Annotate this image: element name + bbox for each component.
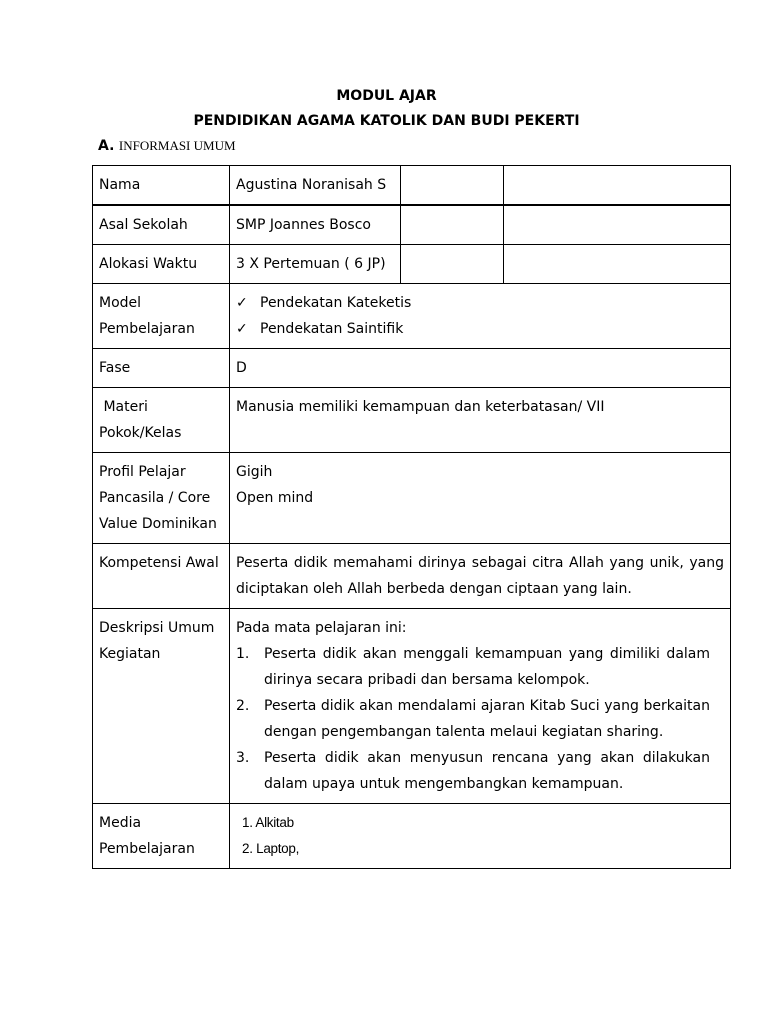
label-materi-line2: Pokok/Kelas (99, 425, 182, 441)
label-deskripsi (93, 609, 230, 804)
label-deskripsi-line2: Kegiatan (99, 646, 161, 662)
label-media-line1: Media (99, 815, 142, 831)
value-profil-line2: Open mind (236, 490, 314, 506)
table-row-asal-sekolah (93, 205, 731, 245)
section-text: INFORMASI UMUM (118, 138, 236, 153)
table-row-model (93, 284, 731, 349)
section-heading (98, 138, 236, 154)
section-letter: A. (98, 138, 115, 154)
value-nama: Agustina Noranisah S (230, 166, 401, 206)
model-item-text: Pendekatan Kateketis (260, 295, 412, 311)
table-row-fase (93, 349, 731, 388)
table-row-deskripsi (93, 609, 731, 804)
list-item (236, 290, 724, 316)
table-row-alokasi-waktu (93, 245, 731, 284)
empty-cell (401, 166, 504, 206)
label-materi (93, 388, 230, 453)
label-materi-line1: Materi (99, 399, 148, 415)
label-deskripsi-line1: Deskripsi Umum (99, 620, 215, 636)
label-model (93, 284, 230, 349)
label-asal-sekolah: Asal Sekolah (93, 205, 230, 245)
list-number: 1. (236, 646, 250, 662)
empty-cell (504, 166, 731, 206)
label-profil-line3: Value Dominikan (99, 516, 217, 532)
list-number: 3. (236, 750, 250, 766)
deskripsi-intro: Pada mata pelajaran ini: (236, 620, 407, 636)
list-text: Peserta didik akan mendalami ajaran Kitab Suci yang berkaitan dengan pengembangan talenta melaui kegiatan sharing. (264, 698, 710, 740)
label-profil (93, 453, 230, 544)
table-row-profil (93, 453, 731, 544)
list-item (236, 641, 710, 693)
value-model (230, 284, 731, 349)
info-table (92, 165, 731, 869)
value-profil-line1: Gigih (236, 464, 273, 480)
table-row-materi (93, 388, 731, 453)
checkmark-icon: ✓ (236, 295, 248, 311)
list-text: Peserta didik akan menggali kemampuan yang dimiliki dalam dirinya secara pribadi dan bersama kelompok. (264, 646, 710, 688)
empty-cell (401, 245, 504, 284)
value-asal-sekolah: SMP Joannes Bosco (230, 205, 401, 245)
document-title: MODUL AJAR (336, 88, 437, 104)
value-media (230, 804, 731, 869)
value-fase: D (230, 349, 731, 388)
empty-cell (401, 205, 504, 245)
label-profil-line2: Pancasila / Core (99, 490, 211, 506)
value-deskripsi (230, 609, 731, 804)
list-item: 2. Laptop, (242, 841, 300, 856)
checkmark-icon: ✓ (236, 321, 248, 337)
document-subtitle: PENDIDIKAN AGAMA KATOLIK DAN BUDI PEKERTI (193, 113, 580, 129)
label-profil-line1: Profil Pelajar (99, 464, 186, 480)
media-list (236, 810, 724, 862)
label-media-line2: Pembelajaran (99, 841, 195, 857)
list-item: 1. Alkitab (242, 815, 294, 830)
value-profil (230, 453, 731, 544)
label-fase: Fase (93, 349, 230, 388)
list-item (236, 745, 710, 797)
label-nama: Nama (93, 166, 230, 206)
table-row-media (93, 804, 731, 869)
model-item-text: Pendekatan Saintifik (260, 321, 404, 337)
label-kompetensi: Kompetensi Awal (93, 544, 230, 609)
list-text: Peserta didik akan menyusun rencana yang akan dilakukan dalam upaya untuk mengembangkan kemampuan. (264, 750, 710, 792)
table-row-kompetensi (93, 544, 731, 609)
label-model-line1: Model (99, 295, 142, 311)
empty-cell (504, 245, 731, 284)
list-number: 2. (236, 698, 250, 714)
deskripsi-list (236, 641, 710, 797)
value-alokasi-waktu: 3 X Pertemuan ( 6 JP) (230, 245, 401, 284)
list-item (236, 316, 724, 342)
value-kompetensi: Peserta didik memahami dirinya sebagai citra Allah yang unik, yang diciptakan oleh Allah berbeda dengan ciptaan yang lain. (230, 544, 731, 609)
list-item (236, 693, 710, 745)
label-media (93, 804, 230, 869)
label-alokasi-waktu: Alokasi Waktu (93, 245, 230, 284)
empty-cell (504, 205, 731, 245)
value-materi: Manusia memiliki kemampuan dan keterbatasan/ VII (230, 388, 731, 453)
table-row-nama (93, 166, 731, 206)
label-model-line2: Pembelajaran (99, 321, 195, 337)
